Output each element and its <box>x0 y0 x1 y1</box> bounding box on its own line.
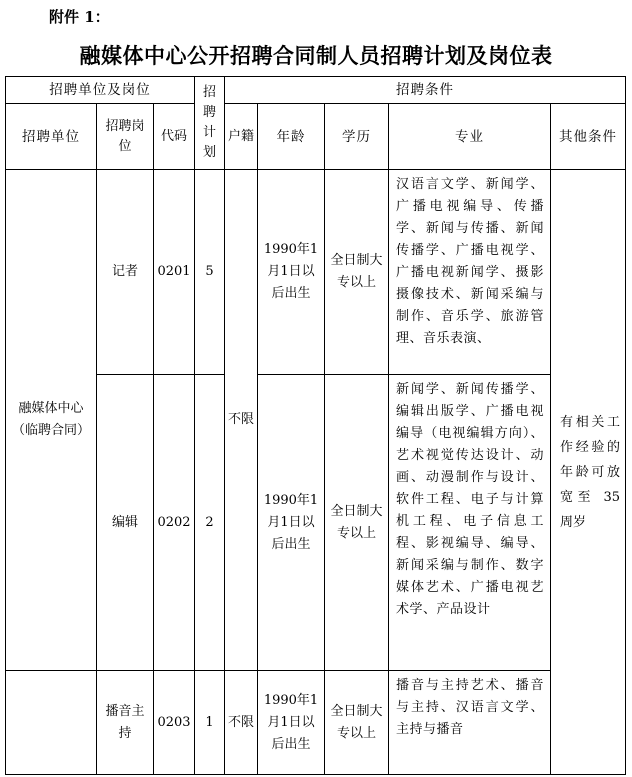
header-row-1 <box>6 77 626 104</box>
header-other: 其他条件 <box>551 104 626 170</box>
education-requirement: 全日制大专以上 <box>325 375 389 671</box>
post-code: 0203 <box>154 671 195 775</box>
header-age: 年龄 <box>258 104 325 170</box>
other-conditions: 有相关工作经验的年龄可放宽至 35 周岁 <box>551 170 626 775</box>
post-code: 0202 <box>154 375 195 671</box>
unit-name-empty <box>6 671 97 775</box>
attachment-label: 附件 1： <box>49 8 110 26</box>
table-row <box>6 671 626 775</box>
header-unit-and-post: 招聘单位及岗位 <box>6 77 195 104</box>
header-hukou: 户籍 <box>225 104 258 170</box>
major-list: 汉语言文学、新闻学、广播电视编导、传播学、新闻与传播、新闻传播学、广播电视学、广播电视新闻学、摄影摄像技术、新闻采编与制作、音乐学、旅游管理、音乐表演、 <box>389 170 551 375</box>
header-conditions: 招聘条件 <box>225 77 626 104</box>
plan-count: 1 <box>195 671 225 775</box>
age-requirement: 1990年1月1日以后出生 <box>258 671 325 775</box>
header-plan: 招聘计划 <box>195 77 225 170</box>
post-name: 编辑 <box>97 375 154 671</box>
post-name: 记者 <box>97 170 154 375</box>
hukou-value: 不限 <box>225 671 258 775</box>
age-requirement: 1990年1月1日以后出生 <box>258 170 325 375</box>
hukou-value: 不限 <box>225 170 258 671</box>
post-name: 播音主持 <box>97 671 154 775</box>
education-requirement: 全日制大专以上 <box>325 671 389 775</box>
table-row <box>6 375 626 671</box>
header-unit: 招聘单位 <box>6 104 97 170</box>
major-list: 新闻学、新闻传播学、编辑出版学、广播电视编导（电视编辑方向）、艺术视觉传达设计、动画、动漫制作与设计、软件工程、电子与计算机工程、电子信息工程、影视编导、编导、新闻采编与制作、数字媒体艺术、广播电视艺术学、产品设计 <box>389 375 551 671</box>
header-post: 招聘岗位 <box>97 104 154 170</box>
header-row-2 <box>6 104 626 170</box>
recruitment-table <box>5 76 626 775</box>
education-requirement: 全日制大专以上 <box>325 170 389 375</box>
unit-name: 融媒体中心（临聘合同） <box>6 170 97 671</box>
age-requirement: 1990年1月1日以后出生 <box>258 375 325 671</box>
plan-count: 2 <box>195 375 225 671</box>
table-row <box>6 170 626 375</box>
header-education: 学历 <box>325 104 389 170</box>
header-major: 专业 <box>389 104 551 170</box>
major-list: 播音与主持艺术、播音与主持、汉语言文学、主持与播音 <box>389 671 551 775</box>
plan-count: 5 <box>195 170 225 375</box>
document-title: 融媒体中心公开招聘合同制人员招聘计划及岗位表 <box>79 43 553 68</box>
post-code: 0201 <box>154 170 195 375</box>
header-code: 代码 <box>154 104 195 170</box>
